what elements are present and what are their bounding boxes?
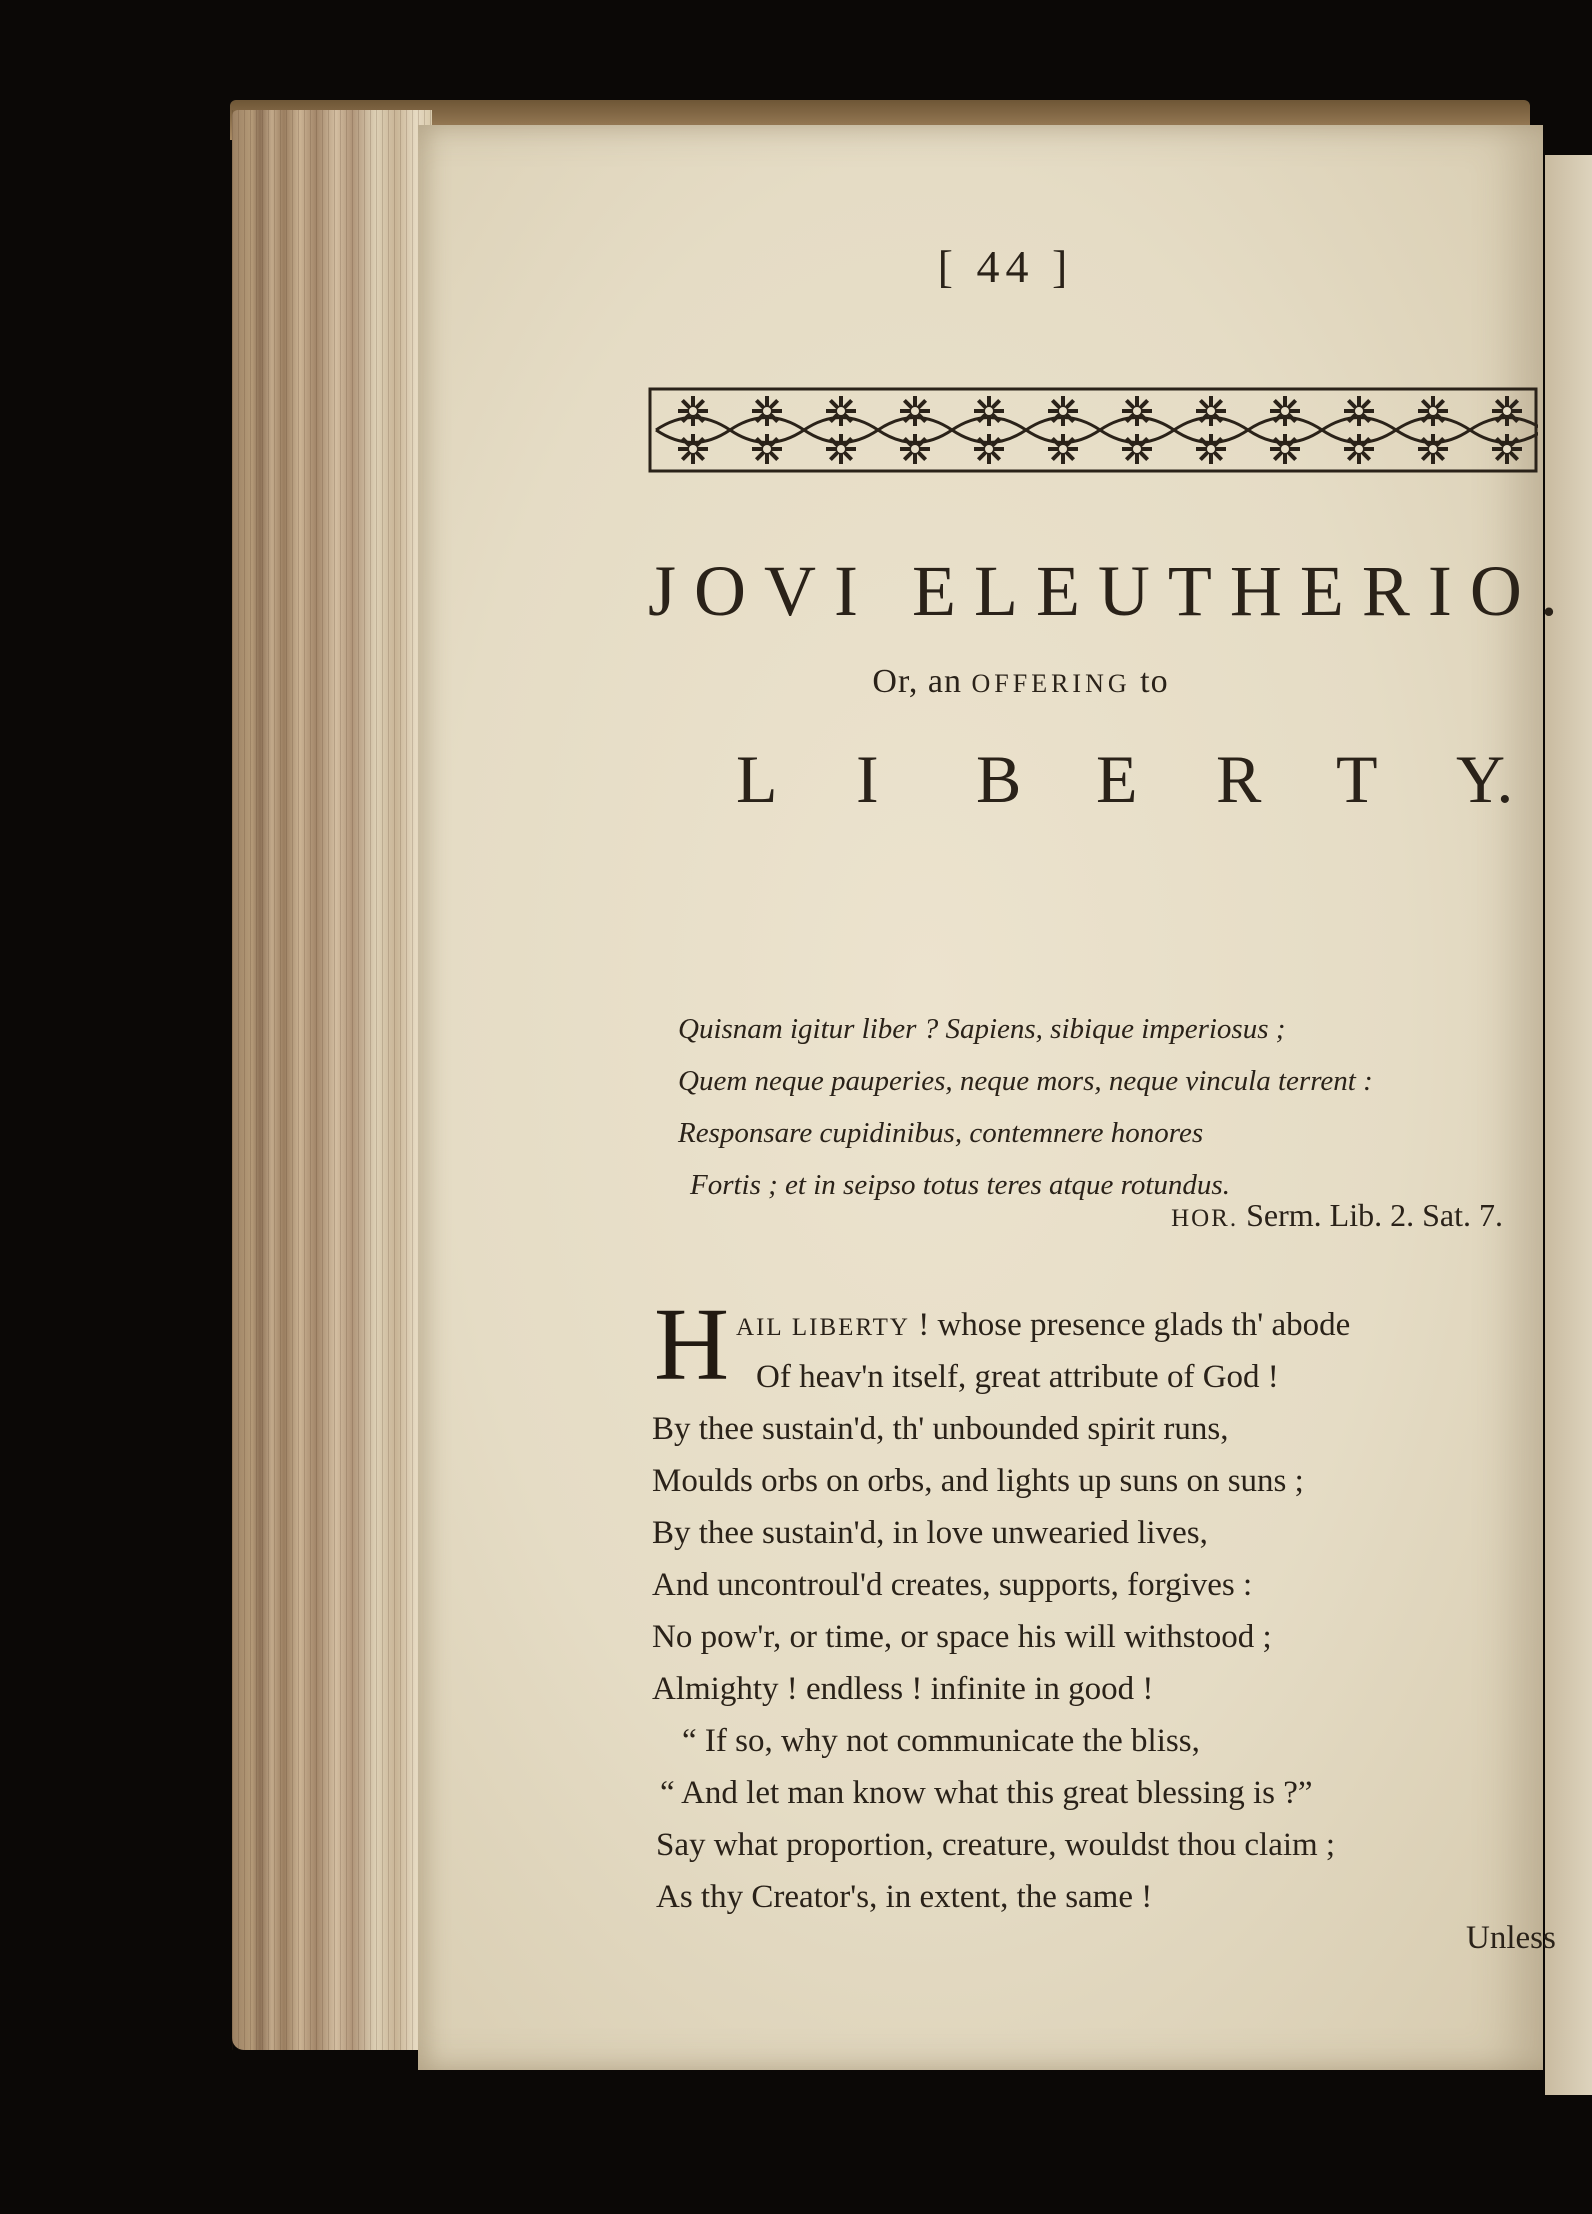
poem-line: “ And let man know what this great blessing is ?” (660, 1775, 1313, 1811)
poem-line: Almighty ! endless ! infinite in good ! (652, 1671, 1154, 1707)
book-page-edges (232, 110, 432, 2050)
main-title-letter: E (1096, 741, 1138, 817)
poem-line: By thee sustain'd, in love unwearied lives, (652, 1515, 1208, 1551)
subtitle (418, 663, 1543, 701)
poem-line: And uncontroul'd creates, supports, forgives : (652, 1567, 1253, 1603)
catchword: Unless (1466, 1920, 1556, 1956)
main-title-liberty (736, 740, 1576, 819)
epigraph-line: Quem neque pauperies, neque mors, neque vincula terrent : (678, 1065, 1373, 1097)
main-title-letter: T (1336, 741, 1378, 817)
subtitle-prefix: Or, an (872, 663, 962, 700)
main-title-letter: Y. (1456, 741, 1514, 817)
poem-line: Of heav'n itself, great attribute of God ! (756, 1359, 1279, 1395)
poem-title: JOVI ELEUTHERIO. (648, 551, 1576, 631)
poem-line: As thy Creator's, in extent, the same ! (656, 1879, 1153, 1915)
subtitle-suffix: to (1140, 663, 1169, 700)
epigraph-attribution (1171, 1197, 1503, 1234)
first-line-rest: ! whose presence glads th' abode (918, 1307, 1351, 1343)
epigraph-line: Responsare cupidinibus, contemnere honores (678, 1117, 1204, 1149)
attribution-source: Serm. Lib. 2. Sat. 7. (1246, 1197, 1503, 1233)
poem-first-line (736, 1307, 1350, 1344)
poem-line: Say what proportion, creature, wouldst thou claim ; (656, 1827, 1336, 1863)
poem-line: By thee sustain'd, th' unbounded spirit runs, (652, 1411, 1229, 1447)
poem-line: No pow'r, or time, or space his will withstood ; (652, 1619, 1272, 1655)
poem-line: Moulds orbs on orbs, and lights up suns on suns ; (652, 1463, 1304, 1499)
main-title-letter: R (1216, 741, 1262, 817)
epigraph-line: Fortis ; et in seipso totus teres atque rotundus. (690, 1169, 1230, 1201)
book-page (418, 125, 1576, 2070)
facing-page-edge (1545, 155, 1592, 2095)
first-line-liberty: LIBERTY (791, 1314, 910, 1341)
main-title-letter: I (856, 741, 879, 817)
epigraph-line: Quisnam igitur liber ? Sapiens, sibique imperiosus ; (678, 1013, 1286, 1045)
attribution-author: HOR. (1171, 1205, 1239, 1232)
main-title-letter: B (976, 741, 1022, 817)
subtitle-offering: OFFERING (971, 669, 1131, 698)
poem-line: “ If so, why not communicate the bliss, (682, 1723, 1200, 1759)
first-line-ail: AIL (736, 1314, 784, 1341)
main-title-letter: L (736, 741, 778, 817)
drop-cap: H (654, 1287, 730, 1402)
page-number: [ 44 ] (937, 241, 1074, 292)
floral-border-ornament-icon (648, 385, 1538, 475)
